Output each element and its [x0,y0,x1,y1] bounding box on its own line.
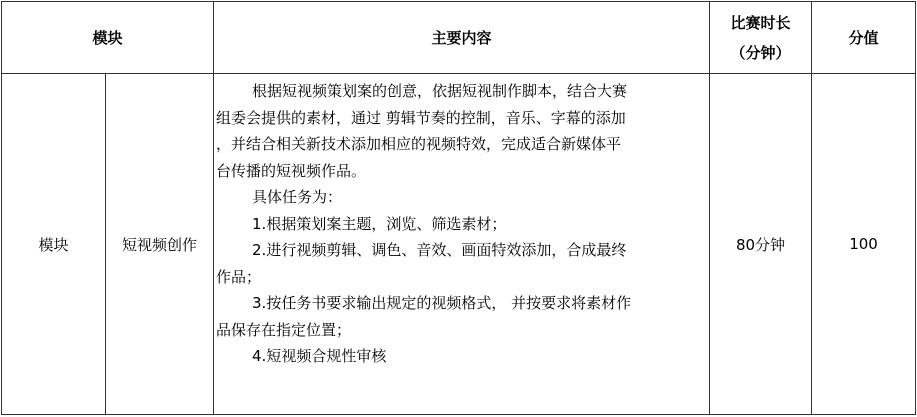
content-line: ，并结合相关新技术添加相应的视频特效，完成适合新媒体平 [216,135,622,154]
content-header: 主要内容 [214,2,710,74]
content-line: 根据短视频策划案的创意，依据短视制作脚本，结合大赛 [252,82,628,101]
content-line: 3.按任务书要求输出规定的视频格式， 并按要求将素材作 [252,294,632,313]
module-header: 模块 [2,2,214,74]
score-header: 分值 [812,2,916,74]
content-line: 作品； [216,267,262,286]
header-row [2,2,916,74]
score-cell: 100 [812,74,916,415]
content-line: 1.根据策划案主题，浏览、筛选素材； [252,214,507,233]
duration-header-line1: 比赛时长 [730,13,791,32]
submodule-cell: 短视频创作 [106,74,214,415]
content-line: 具体任务为： [252,188,343,207]
duration-header-line2: （分钟） [730,43,791,62]
content-cell [214,74,710,415]
content-line: 组委会提供的素材，通过 剪辑节奏的控制，音乐、字幕的添加 [216,108,626,127]
content-line: 品保存在指定位置； [216,320,352,339]
module-cell: 模块 [2,74,106,415]
content-line: 台传播的短视频作品。 [216,161,367,180]
content-line: 4.短视频合规性审核 [252,347,387,366]
duration-header [710,2,812,74]
duration-cell: 80分钟 [710,74,812,415]
competition-spec-table [1,1,916,415]
table-row [2,74,916,415]
content-line: 2.进行视频剪辑、调色、音效、画面特效添加，合成最终 [252,241,627,260]
